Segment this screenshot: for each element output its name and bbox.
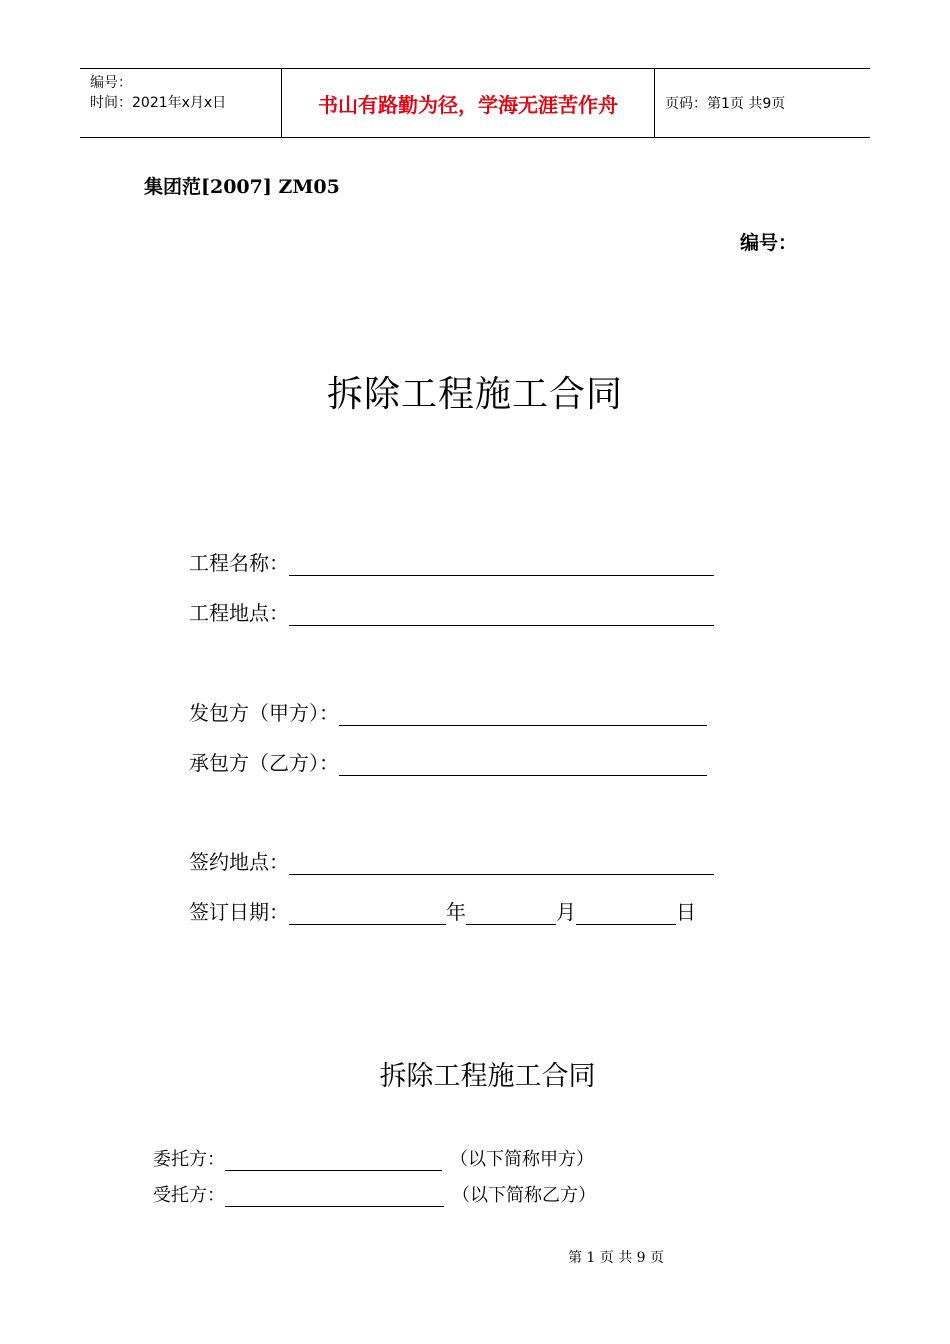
principal-field: [153, 1145, 594, 1171]
project-location-label: 工程地点：: [189, 601, 289, 625]
page-header: [80, 68, 870, 138]
signing-year-blank[interactable]: [289, 902, 446, 925]
document-title: 拆除工程施工合同: [326, 374, 623, 415]
project-location-field: [189, 596, 714, 626]
contract-subtitle: 拆除工程施工合同: [379, 1061, 596, 1092]
party-b-field: [189, 746, 707, 776]
party-b-blank[interactable]: [339, 753, 707, 776]
signing-place-blank[interactable]: [289, 852, 714, 875]
document-ref-code: 集团范[2007] ZM05: [144, 176, 340, 198]
signing-day-blank[interactable]: [576, 902, 676, 925]
signing-year-label: 年: [446, 900, 466, 924]
header-page-info: 页码：第1页 共9页: [665, 96, 786, 112]
signing-day-label: 日: [676, 900, 696, 924]
principal-label: 委托方：: [153, 1149, 225, 1170]
signing-date-field: [189, 895, 696, 925]
project-name-label: 工程名称：: [189, 551, 289, 575]
header-time-label: 时间：2021年x月x日: [90, 95, 227, 111]
agent-blank[interactable]: [225, 1188, 444, 1207]
header-motto: 书山有路勤为径，学海无涯苦作舟: [282, 69, 655, 137]
principal-blank[interactable]: [225, 1152, 442, 1171]
project-location-blank[interactable]: [289, 603, 714, 626]
agent-label: 受托方：: [153, 1185, 225, 1206]
project-name-field: [189, 546, 714, 576]
agent-note: （以下简称乙方）: [452, 1185, 596, 1206]
signing-month-label: 月: [556, 900, 576, 924]
signing-month-blank[interactable]: [466, 902, 556, 925]
project-name-blank[interactable]: [289, 553, 714, 576]
document-serial-label: 编号：: [740, 232, 798, 254]
party-a-blank[interactable]: [339, 703, 707, 726]
principal-note: （以下简称甲方）: [450, 1149, 594, 1170]
header-serial-label: 编号：: [90, 75, 132, 91]
party-b-label: 承包方（乙方）：: [189, 751, 339, 775]
signing-date-label: 签订日期：: [189, 900, 289, 924]
party-a-field: [189, 696, 707, 726]
agent-field: [153, 1181, 596, 1207]
signing-place-field: [189, 845, 714, 875]
signing-place-label: 签约地点：: [189, 850, 289, 874]
party-a-label: 发包方（甲方）：: [189, 701, 339, 725]
page-footer: 第 1 页 共 9 页: [567, 1250, 665, 1266]
header-meta: [80, 69, 282, 137]
